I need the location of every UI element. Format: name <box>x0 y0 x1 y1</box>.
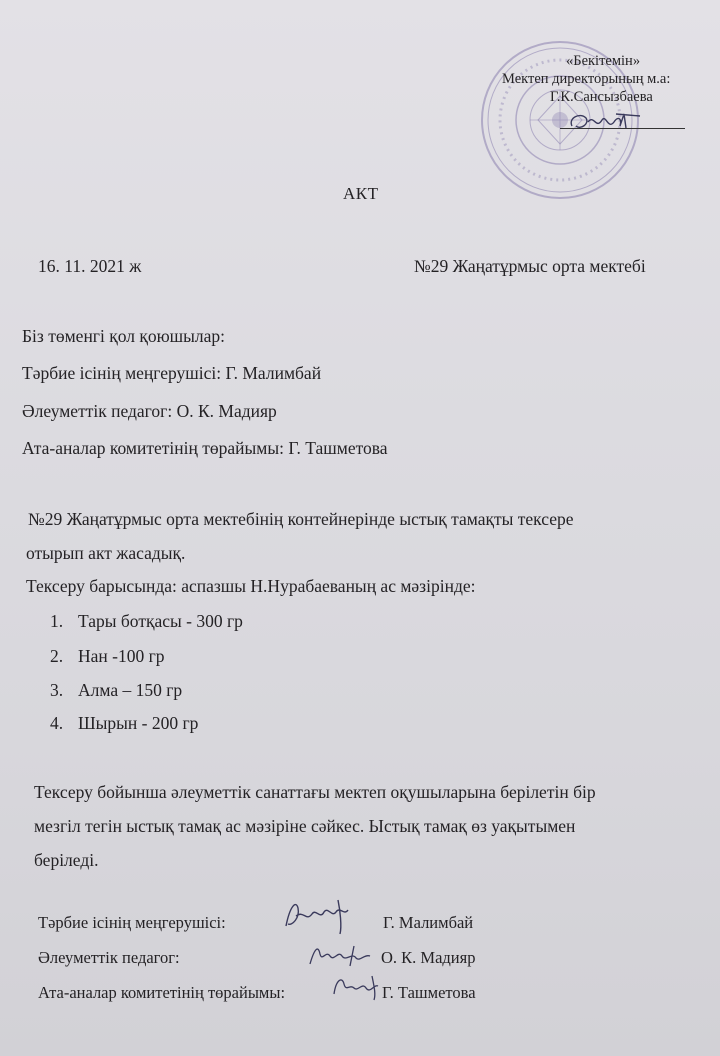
check-paragraph-line-1: №29 Жаңатұрмыс орта мектебінің контейнерінде ыстық тамақты тексере <box>28 509 574 529</box>
menu-item-number: 2. <box>50 646 64 666</box>
signatory-line-2: Әлеуметтік педагог: О. К. Мадияр <box>22 401 277 421</box>
signature-role-3: Ата-аналар комитетінің төрайымы: <box>38 983 286 1002</box>
signature-role-2: Әлеуметтік педагог: <box>38 948 180 967</box>
approval-director-name: Г.К.Сансызбаева <box>550 89 653 105</box>
director-signature-icon <box>566 108 646 134</box>
signature-name-2: О. К. Мадияр <box>381 948 476 967</box>
conclusion-line-1: Тексеру бойынша әлеуметтік санаттағы мектеп оқушыларына берілетін бір <box>34 782 596 802</box>
signature-1-icon <box>280 896 360 936</box>
menu-item <box>50 644 165 668</box>
check-paragraph-line-2: отырып акт жасадық. <box>26 543 186 563</box>
signature-role-1: Тәрбие ісінің меңгерушісі: <box>38 913 226 932</box>
signatory-line-3: Ата-аналар комитетінің төрайымы: Г. Ташметова <box>22 438 388 458</box>
menu-item-text: Шырын - 200 гр <box>78 713 199 733</box>
signature-2-icon <box>306 940 382 970</box>
page-title: АКТ <box>343 184 379 203</box>
check-paragraph-line-3: Тексеру барысында: аспазшы Н.Нурабаеваның ас мәзірінде: <box>26 576 476 596</box>
signature-name-1: Г. Малимбай <box>383 913 474 932</box>
school-name: №29 Жаңатұрмыс орта мектебі <box>414 256 646 276</box>
approval-heading: «Бекітемін» <box>566 53 641 69</box>
menu-item-number: 3. <box>50 680 64 700</box>
menu-item-text: Алма – 150 гр <box>78 680 183 700</box>
menu-item-text: Тары ботқасы - 300 гр <box>78 611 243 631</box>
menu-item <box>50 711 198 735</box>
signatories-intro: Біз төменгі қол қоюшылар: <box>22 326 226 346</box>
conclusion-line-2: мезгіл тегін ыстық тамақ ас мәзіріне сәйкес. Ыстық тамақ өз уақытымен <box>34 816 576 836</box>
menu-item-number: 4. <box>50 713 64 733</box>
signature-3-icon <box>330 972 386 1002</box>
approval-position: Мектеп директорының м.а: <box>502 71 671 87</box>
menu-item-number: 1. <box>50 611 64 631</box>
signatory-line-1: Тәрбие ісінің меңгерушісі: Г. Малимбай <box>22 363 322 383</box>
menu-item <box>50 609 243 633</box>
menu-item <box>50 678 182 702</box>
conclusion-line-3: беріледі. <box>34 850 99 870</box>
menu-item-text: Нан -100 гр <box>78 646 165 666</box>
signature-name-3: Г. Ташметова <box>382 983 476 1002</box>
document-date: 16. 11. 2021 ж <box>38 256 142 276</box>
